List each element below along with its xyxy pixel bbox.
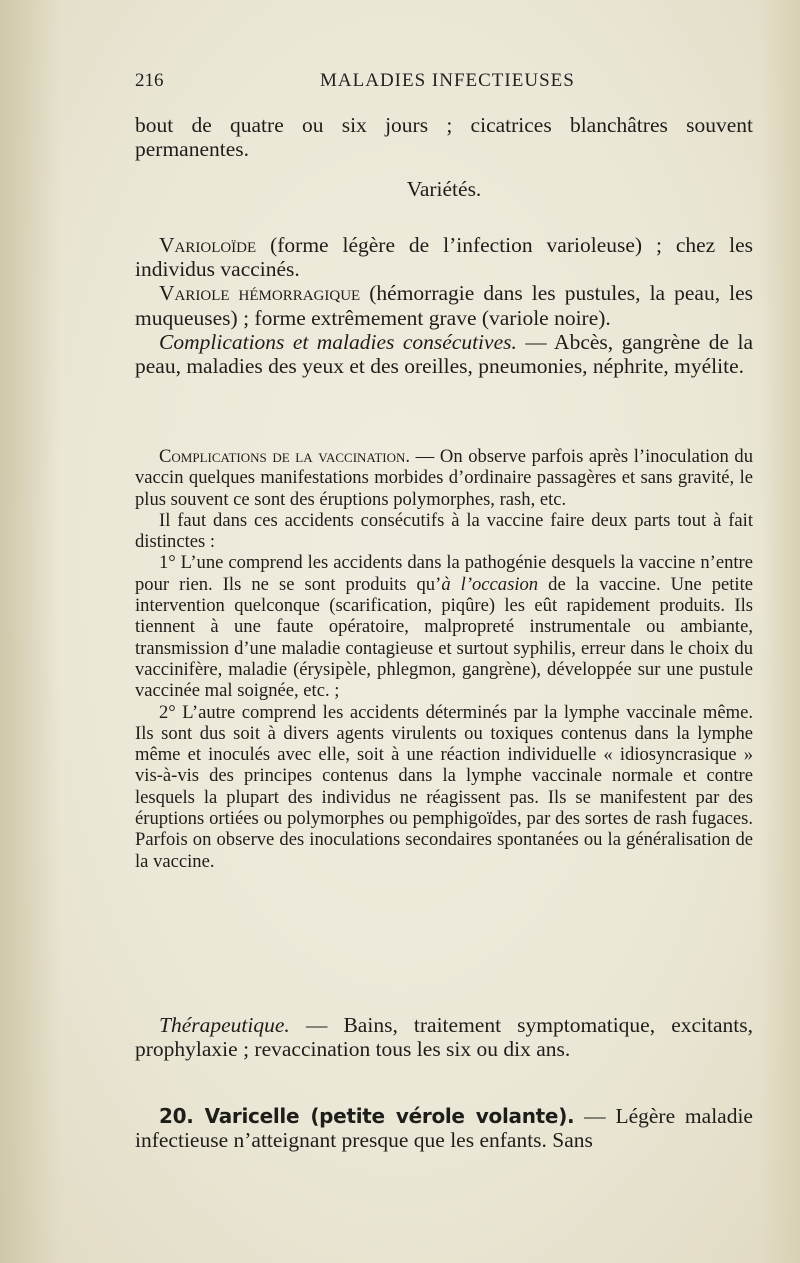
complications-text: — Abcès, gangrène de la peau, maladies des yeux et des oreilles, pneumonies, néphrite, myélite.: [135, 329, 754, 379]
hemorragique-text: (hémorragie dans les pustules, la peau, les muqueuses) ; forme extrêmement grave (variole noire).: [135, 281, 753, 330]
therapeutique-term: Thérapeutique.: [159, 1013, 290, 1037]
distinction-paragraph: Il faut dans ces accidents consécutifs à la vaccine faire deux parts tout à fait distinctes :: [135, 509, 753, 553]
complications-term: Complications et maladies consécutives.: [159, 329, 517, 354]
hemorragique-paragraph: [135, 281, 753, 329]
first-part-italic: à l’occasion: [441, 573, 539, 595]
varicelle-section: [135, 1104, 753, 1152]
first-part-paragraph: [135, 552, 753, 701]
varicelle-text: — Légère maladie infectieuse n’atteignant presque que les enfants. Sans: [135, 1104, 753, 1153]
varietes-heading: Variétés.: [406, 177, 482, 201]
variolo-term: Varioloïde: [159, 233, 257, 257]
complications-paragraph: [135, 330, 753, 378]
page-edge-shadow-left: [0, 0, 60, 1263]
first-part-after: de la vaccine. Une petite intervention quelconque (scarification, piqûre) les eût rapidement produits. Ils tiennent à une faute opératoire, malpropreté instrumentale ou ambiante, transmission d’une maladie contagieuse et surtout syphilis, erreur dans le choix du vaccinifère, maladie (érysipèle, phlegmon, gangrène), développée sur une pustule vaccinée mal soignée, etc. ;: [135, 573, 753, 702]
page-edge-shadow-right: [760, 0, 800, 1263]
variolo-paragraph: [135, 233, 753, 281]
second-part-paragraph: 2° L’autre comprend les accidents déterminés par la lymphe vaccinale même. Ils sont dus soit à divers agents virulents ou toxiques contenus dans la lymphe même et inoculés avec elle, soit à une réaction individuelle « idiosyncrasique » vis-à-vis des principes contenus dans la lymphe vaccinale normale et contre lesquels la plupart des individus ne réagissent pas. Ils se manifestent par des éruptions ortiées ou polymorphes ou pemphigoïdes, par des sortes de rash fugaces. Parfois on observe des inoculations secondaires spontanées ou la généralisation de la vaccine.: [135, 701, 753, 872]
varietes-section: [135, 233, 753, 378]
varicelle-paragraph: [135, 1104, 753, 1152]
page-number: 216: [135, 70, 164, 91]
vaccination-section: [135, 446, 753, 872]
therapeutique-text: — Bains, traitement symptomatique, excitants, prophylaxie ; revaccination tous les six ou dix ans.: [135, 1013, 753, 1062]
vaccination-paragraph: [135, 446, 753, 510]
first-part-before: 1° L’une comprend les accidents dans la pathogénie desquels la vaccine n’entre pour rien. Ils ne se sont produits qu’: [135, 552, 753, 595]
vaccination-text: — On observe parfois après l’inoculation du vaccin quelques manifestations morbides d’ordinaire passagères et sans gravité, le plus souvent ce sont des éruptions polymorphes, rash, etc.: [135, 446, 753, 510]
hemorragique-term: Variole hémorragique: [159, 281, 361, 306]
variolo-text: (forme légère de l’infection varioleuse) ; chez les individus vaccinés.: [135, 233, 753, 282]
intro-paragraph: [135, 113, 753, 161]
therapeutique-paragraph: [135, 1013, 753, 1061]
varicelle-heading: 20. Varicelle (petite vérole volante).: [159, 1104, 575, 1128]
intro-text: bout de quatre ou six jours ; cicatrices blanchâtres souvent permanentes.: [135, 113, 753, 162]
running-head: MALADIES INFECTIEUSES: [320, 70, 575, 91]
vaccination-term: Complications de la vaccination.: [159, 446, 411, 467]
therapeutique-section: [135, 1013, 753, 1061]
